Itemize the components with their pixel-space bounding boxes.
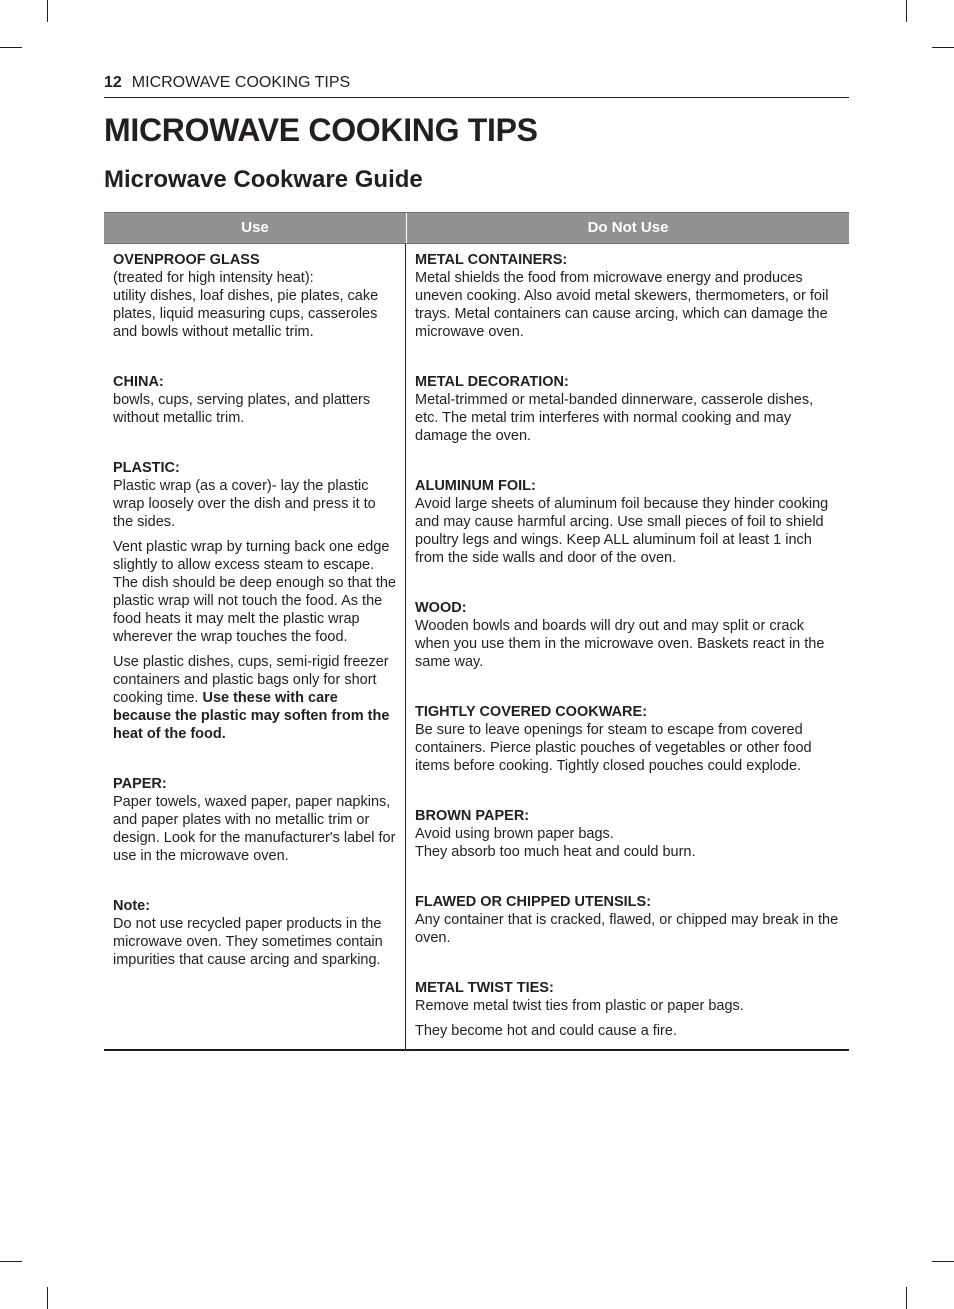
entry-ovenproof-glass: [113, 251, 396, 341]
do-not-use-column: [406, 244, 849, 1049]
page-number: 12: [104, 74, 122, 91]
entry-title: OVENPROOF GLASS: [113, 252, 260, 268]
running-header-section: MICROWAVE COOKING TIPS: [131, 74, 351, 91]
entry-text: Paper towels, waxed paper, paper napkins, and paper plates with no metallic trim or design. Look for the manufacturer's label for use in the microwave oven.: [113, 794, 396, 864]
entry-title: Note:: [113, 898, 151, 914]
entry-title: FLAWED OR CHIPPED UTENSILS:: [415, 894, 652, 910]
entry-flawed-utensils: [415, 893, 840, 947]
entry-title: BROWN PAPER:: [415, 808, 530, 824]
entry-aluminum-foil: [415, 477, 840, 567]
entry-plastic: [113, 459, 396, 743]
entry-metal-containers: [415, 251, 840, 341]
entry-title: METAL DECORATION:: [415, 374, 569, 390]
entry-text: Avoid using brown paper bags.: [415, 826, 614, 842]
entry-title: METAL CONTAINERS:: [415, 252, 568, 268]
entry-brown-paper: [415, 807, 840, 861]
entry-text: They absorb too much heat and could burn.: [415, 844, 696, 860]
running-header: [104, 72, 849, 98]
entry-warning: Use these with care because the plastic may soften from the heat of the food.: [113, 690, 390, 742]
entry-text: Remove metal twist ties from plastic or paper bags.: [415, 998, 744, 1014]
do-not-use-column-header: Do Not Use: [587, 219, 669, 236]
crop-mark: [47, 1287, 48, 1309]
crop-mark: [47, 0, 48, 22]
entry-text: Use plastic dishes, cups, semi-rigid freezer containers and plastic bags only for short cooking time.: [113, 654, 389, 706]
entry-note: [113, 897, 396, 969]
crop-mark: [906, 0, 907, 22]
crop-mark: [0, 1261, 22, 1262]
entry-title: PLASTIC:: [113, 460, 180, 476]
entry-text: Avoid large sheets of aluminum foil because they hinder cooking and may cause harmful arcing. Use small pieces of foil to shield poultry legs and wings. Keep ALL aluminum foil at least 1 inch from the side walls and door of the oven.: [415, 496, 829, 566]
entry-text: Vent plastic wrap by turning back one edge slightly to allow excess steam to escape. The dish should be deep enough so that the plastic wrap will not touch the food. As the food heats it may melt the plastic wrap wherever the wrap touches the food.: [113, 539, 396, 645]
entry-title: WOOD:: [415, 600, 467, 616]
entry-text: Do not use recycled paper products in the microwave oven. They sometimes contain impurities that cause arcing and sparking.: [113, 916, 383, 968]
use-column: [104, 244, 406, 1049]
entry-text: Metal-trimmed or metal-banded dinnerware, casserole dishes, etc. The metal trim interferes with normal cooking and may damage the oven.: [415, 392, 814, 444]
entry-title: CHINA:: [113, 374, 164, 390]
entry-title: ALUMINUM FOIL:: [415, 478, 536, 494]
table-header-row: [104, 212, 849, 244]
entry-text: They become hot and could cause a fire.: [415, 1023, 677, 1039]
table-body: [104, 244, 849, 1049]
page-title: MICROWAVE COOKING TIPS: [104, 112, 538, 148]
entry-title: METAL TWIST TIES:: [415, 980, 554, 996]
entry-text: Be sure to leave openings for steam to escape from covered containers. Pierce plastic pouches of vegetables or other food items before cooking. Tightly closed pouches could explode.: [415, 722, 812, 774]
entry-text: Any container that is cracked, flawed, or chipped may break in the oven.: [415, 912, 839, 946]
entry-title: PAPER:: [113, 776, 167, 792]
entry-text: utility dishes, loaf dishes, pie plates, cake plates, liquid measuring cups, casseroles and bowls without metallic trim.: [113, 288, 379, 340]
entry-title: TIGHTLY COVERED COOKWARE:: [415, 704, 648, 720]
entry-paper: [113, 775, 396, 865]
use-column-header: Use: [104, 213, 407, 243]
entry-china: [113, 373, 396, 427]
entry-wood: [415, 599, 840, 671]
cookware-guide-table: [104, 212, 849, 1051]
entry-tightly-covered-cookware: [415, 703, 840, 775]
entry-text: bowls, cups, serving plates, and platters without metallic trim.: [113, 392, 371, 426]
entry-text: Metal shields the food from microwave energy and produces uneven cooking. Also avoid metal skewers, thermometers, or foil trays. Metal containers can cause arcing, which can damage the microwave oven.: [415, 270, 829, 340]
crop-mark: [932, 1261, 954, 1262]
entry-text: Plastic wrap (as a cover)- lay the plastic wrap loosely over the dish and press it to the sides.: [113, 478, 376, 530]
crop-mark: [906, 1287, 907, 1309]
entry-metal-decoration: [415, 373, 840, 445]
crop-mark: [932, 47, 954, 48]
entry-metal-twist-ties: [415, 979, 840, 1040]
crop-mark: [0, 47, 22, 48]
entry-text: Wooden bowls and boards will dry out and may split or crack when you use them in the microwave oven. Baskets react in the same way.: [415, 618, 825, 670]
section-title: Microwave Cookware Guide: [104, 166, 423, 193]
entry-subtitle: (treated for high intensity heat):: [113, 270, 314, 286]
